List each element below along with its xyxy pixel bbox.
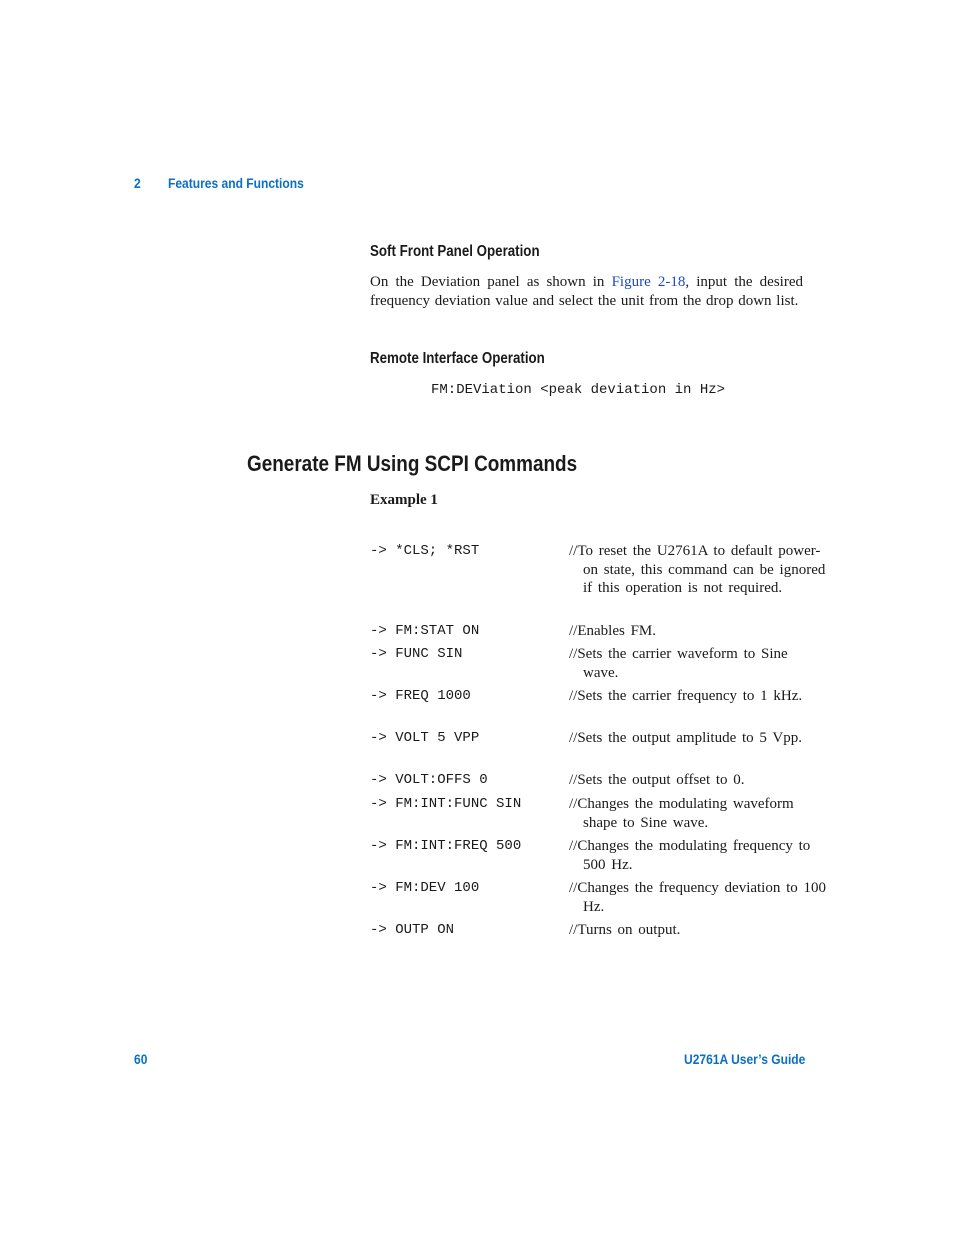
command-code: -> FM:DEV 100	[370, 880, 480, 896]
example-label: Example 1	[370, 492, 438, 508]
page-number: 60	[134, 1051, 148, 1067]
command-code: -> VOLT:OFFS 0	[370, 772, 488, 788]
command-code: -> FREQ 1000	[370, 688, 471, 704]
chapter-number: 2	[134, 175, 141, 191]
guide-title: U2761A User’s Guide	[684, 1051, 806, 1067]
soft-panel-paragraph	[370, 273, 803, 310]
figure-link[interactable]: Figure 2-18	[611, 274, 686, 290]
command-comment: //Sets the output amplitude to 5 Vpp.	[569, 730, 802, 746]
command-comment: //Enables FM.	[569, 623, 656, 639]
command-comment: //Changes the modulating waveform shape to Sine wave.	[569, 796, 794, 831]
command-comment: //Sets the carrier frequency to 1 kHz.	[569, 688, 803, 704]
command-code: -> VOLT 5 VPP	[370, 730, 480, 746]
remote-interface-heading: Remote Interface Operation	[370, 350, 545, 367]
chapter-title: Features and Functions	[168, 175, 304, 191]
command-comment: //Changes the modulating frequency to 500 Hz.	[569, 838, 811, 873]
command-code: -> FM:STAT ON	[370, 623, 480, 639]
command-code: -> FM:INT:FREQ 500	[370, 838, 522, 854]
remote-command: FM:DEViation <peak deviation in Hz>	[431, 382, 726, 398]
command-comment: //Changes the frequency deviation to 100 Hz.	[569, 880, 827, 915]
command-code: -> FUNC SIN	[370, 646, 463, 662]
command-code: -> *CLS; *RST	[370, 543, 480, 559]
paragraph-text: On the Deviation panel as shown in	[370, 274, 612, 290]
paragraph-text: , input the desired frequency deviation value and select the unit from the drop down list.	[370, 274, 803, 309]
command-code: -> OUTP ON	[370, 922, 455, 938]
soft-panel-heading: Soft Front Panel Operation	[370, 243, 540, 260]
command-comment: //Sets the output offset to 0.	[569, 772, 745, 788]
command-code: -> FM:INT:FUNC SIN	[370, 796, 522, 812]
command-comment: //To reset the U2761A to default power-on state, this command can be ignored if this operation is not required.	[569, 543, 826, 596]
section-title: Generate FM Using SCPI Commands	[247, 451, 578, 476]
command-comment: //Sets the carrier waveform to Sine wave.	[569, 646, 788, 681]
command-comment: //Turns on output.	[569, 922, 681, 938]
